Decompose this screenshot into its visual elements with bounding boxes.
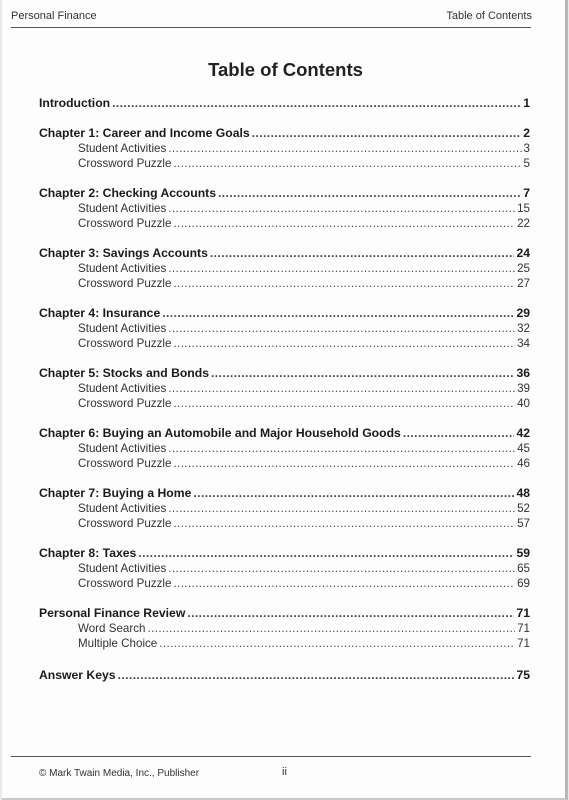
toc-subentry (78, 516, 530, 531)
toc-entry-label: Crossword Puzzle (78, 157, 172, 170)
toc-entry-label: Chapter 2: Checking Accounts (39, 186, 216, 200)
toc-subentry (78, 201, 530, 216)
toc-entry (39, 306, 530, 321)
dot-leader (173, 396, 515, 411)
toc-entry-page: 2 (523, 126, 530, 140)
running-header-left: Personal Finance (11, 10, 97, 22)
dot-leader (168, 261, 515, 276)
toc-entry-page: 59 (516, 546, 530, 560)
footer-rule (11, 756, 531, 757)
toc-entry-page: 24 (516, 246, 530, 260)
toc-entry-page: 34 (517, 337, 530, 350)
toc-subentry (78, 576, 530, 591)
header-rule (11, 27, 531, 28)
dot-leader (193, 486, 514, 501)
toc-entry-page: 52 (517, 502, 530, 515)
toc-subentry (78, 141, 530, 156)
toc-entry (39, 126, 530, 141)
toc-entry-label: Introduction (39, 96, 111, 110)
toc-entry-page: 27 (517, 277, 530, 290)
toc-entry-page: 42 (516, 426, 530, 440)
dot-leader (187, 606, 514, 621)
dot-leader (173, 336, 515, 351)
toc-entry-label: Student Activities (78, 502, 167, 515)
toc-subentry (78, 381, 530, 396)
dot-leader (168, 501, 515, 516)
dot-leader (173, 156, 521, 171)
toc-entry-page: 71 (516, 606, 530, 620)
toc-entry-label: Crossword Puzzle (78, 217, 172, 230)
toc-entry-page: 1 (523, 96, 530, 110)
copyright-footer: © Mark Twain Media, Inc., Publisher (39, 768, 200, 779)
dot-leader (173, 576, 515, 591)
toc-entry-page: 25 (517, 262, 530, 275)
toc-entry-page: 15 (517, 202, 530, 215)
toc-subentry (78, 636, 530, 651)
toc-subentry (78, 501, 530, 516)
toc-entry-label: Crossword Puzzle (78, 517, 172, 530)
page-title: Table of Contents (208, 59, 363, 80)
toc-entry-page: 45 (517, 442, 530, 455)
toc-entry-page: 7 (523, 186, 530, 200)
dot-leader (168, 381, 515, 396)
dot-leader (118, 668, 515, 683)
toc-entry-label: Multiple Choice (78, 637, 158, 650)
toc-entry-label: Crossword Puzzle (78, 337, 172, 350)
toc-entry-label: Student Activities (78, 382, 167, 395)
toc-entry-page: 46 (517, 457, 530, 470)
dot-leader (173, 516, 515, 531)
toc-entry (39, 606, 530, 621)
toc-entry (39, 668, 530, 683)
toc-subentry (78, 336, 530, 351)
toc-entry-label: Chapter 7: Buying a Home (39, 486, 192, 500)
toc-entry (39, 366, 530, 381)
toc-entry-page: 39 (517, 382, 530, 395)
dot-leader (403, 426, 515, 441)
toc-entry-page: 48 (516, 486, 530, 500)
toc-entry-page: 69 (517, 577, 530, 590)
toc-subentry (78, 456, 530, 471)
toc-entry-page: 75 (516, 668, 530, 682)
toc-entry-label: Student Activities (78, 442, 167, 455)
toc-entry-page: 71 (517, 622, 530, 635)
toc-entry-label: Chapter 5: Stocks and Bonds (39, 366, 209, 380)
toc-entry-label: Crossword Puzzle (78, 277, 172, 290)
dot-leader (159, 636, 515, 651)
dot-leader (168, 141, 521, 156)
toc-entry-page: 40 (517, 397, 530, 410)
toc-entry (39, 96, 530, 111)
toc-subentry (78, 621, 530, 636)
toc-entry-page: 3 (523, 142, 530, 155)
toc-subentry (78, 156, 530, 171)
toc-entry-page: 71 (517, 637, 530, 650)
toc-entry-page: 57 (517, 517, 530, 530)
running-header-right: Table of Contents (446, 10, 532, 22)
toc-entry-label: Chapter 4: Insurance (39, 306, 161, 320)
dot-leader (173, 276, 515, 291)
toc-entry-label: Crossword Puzzle (78, 577, 172, 590)
toc-subentry (78, 441, 530, 456)
dot-leader (147, 621, 515, 636)
dot-leader (173, 216, 515, 231)
toc-entry (39, 486, 530, 501)
dot-leader (211, 366, 514, 381)
toc-entry-label: Chapter 8: Taxes (39, 546, 137, 560)
dot-leader (252, 126, 522, 141)
toc-entry-label: Personal Finance Review (39, 606, 186, 620)
toc-entry-label: Student Activities (78, 202, 167, 215)
toc-entry-page: 22 (517, 217, 530, 230)
toc-entry-label: Chapter 1: Career and Income Goals (39, 126, 250, 140)
toc-subentry (78, 216, 530, 231)
toc-entry-label: Word Search (78, 622, 146, 635)
dot-leader (168, 201, 515, 216)
dot-leader (138, 546, 514, 561)
dot-leader (210, 246, 515, 261)
toc-entry (39, 426, 530, 441)
page-number-footer: ii (282, 766, 287, 778)
toc-entry (39, 546, 530, 561)
toc-entry-label: Answer Keys (39, 668, 116, 682)
toc-entry-label: Student Activities (78, 562, 167, 575)
toc-entry-label: Chapter 3: Savings Accounts (39, 246, 208, 260)
dot-leader (168, 561, 515, 576)
toc-entry-page: 36 (516, 366, 530, 380)
dot-leader (173, 456, 515, 471)
toc-subentry (78, 321, 530, 336)
dot-leader (168, 441, 515, 456)
toc-entry-page: 29 (516, 306, 530, 320)
toc-entry-label: Student Activities (78, 142, 167, 155)
toc-entry-label: Chapter 6: Buying an Automobile and Major Household Goods (39, 426, 401, 440)
dot-leader (162, 306, 514, 321)
dot-leader (112, 96, 521, 111)
toc-entry-label: Crossword Puzzle (78, 457, 172, 470)
toc-subentry (78, 561, 530, 576)
toc-entry (39, 246, 530, 261)
dot-leader (168, 321, 515, 336)
document-page (2, 0, 568, 800)
toc-subentry (78, 276, 530, 291)
toc-subentry (78, 396, 530, 411)
toc-entry-page: 32 (517, 322, 530, 335)
toc-entry-page: 5 (523, 157, 530, 170)
toc-entry-label: Student Activities (78, 322, 167, 335)
toc-entry-label: Crossword Puzzle (78, 397, 172, 410)
toc-entry-label: Student Activities (78, 262, 167, 275)
toc-entry-page: 65 (517, 562, 530, 575)
dot-leader (218, 186, 521, 201)
toc-subentry (78, 261, 530, 276)
toc-entry (39, 186, 530, 201)
